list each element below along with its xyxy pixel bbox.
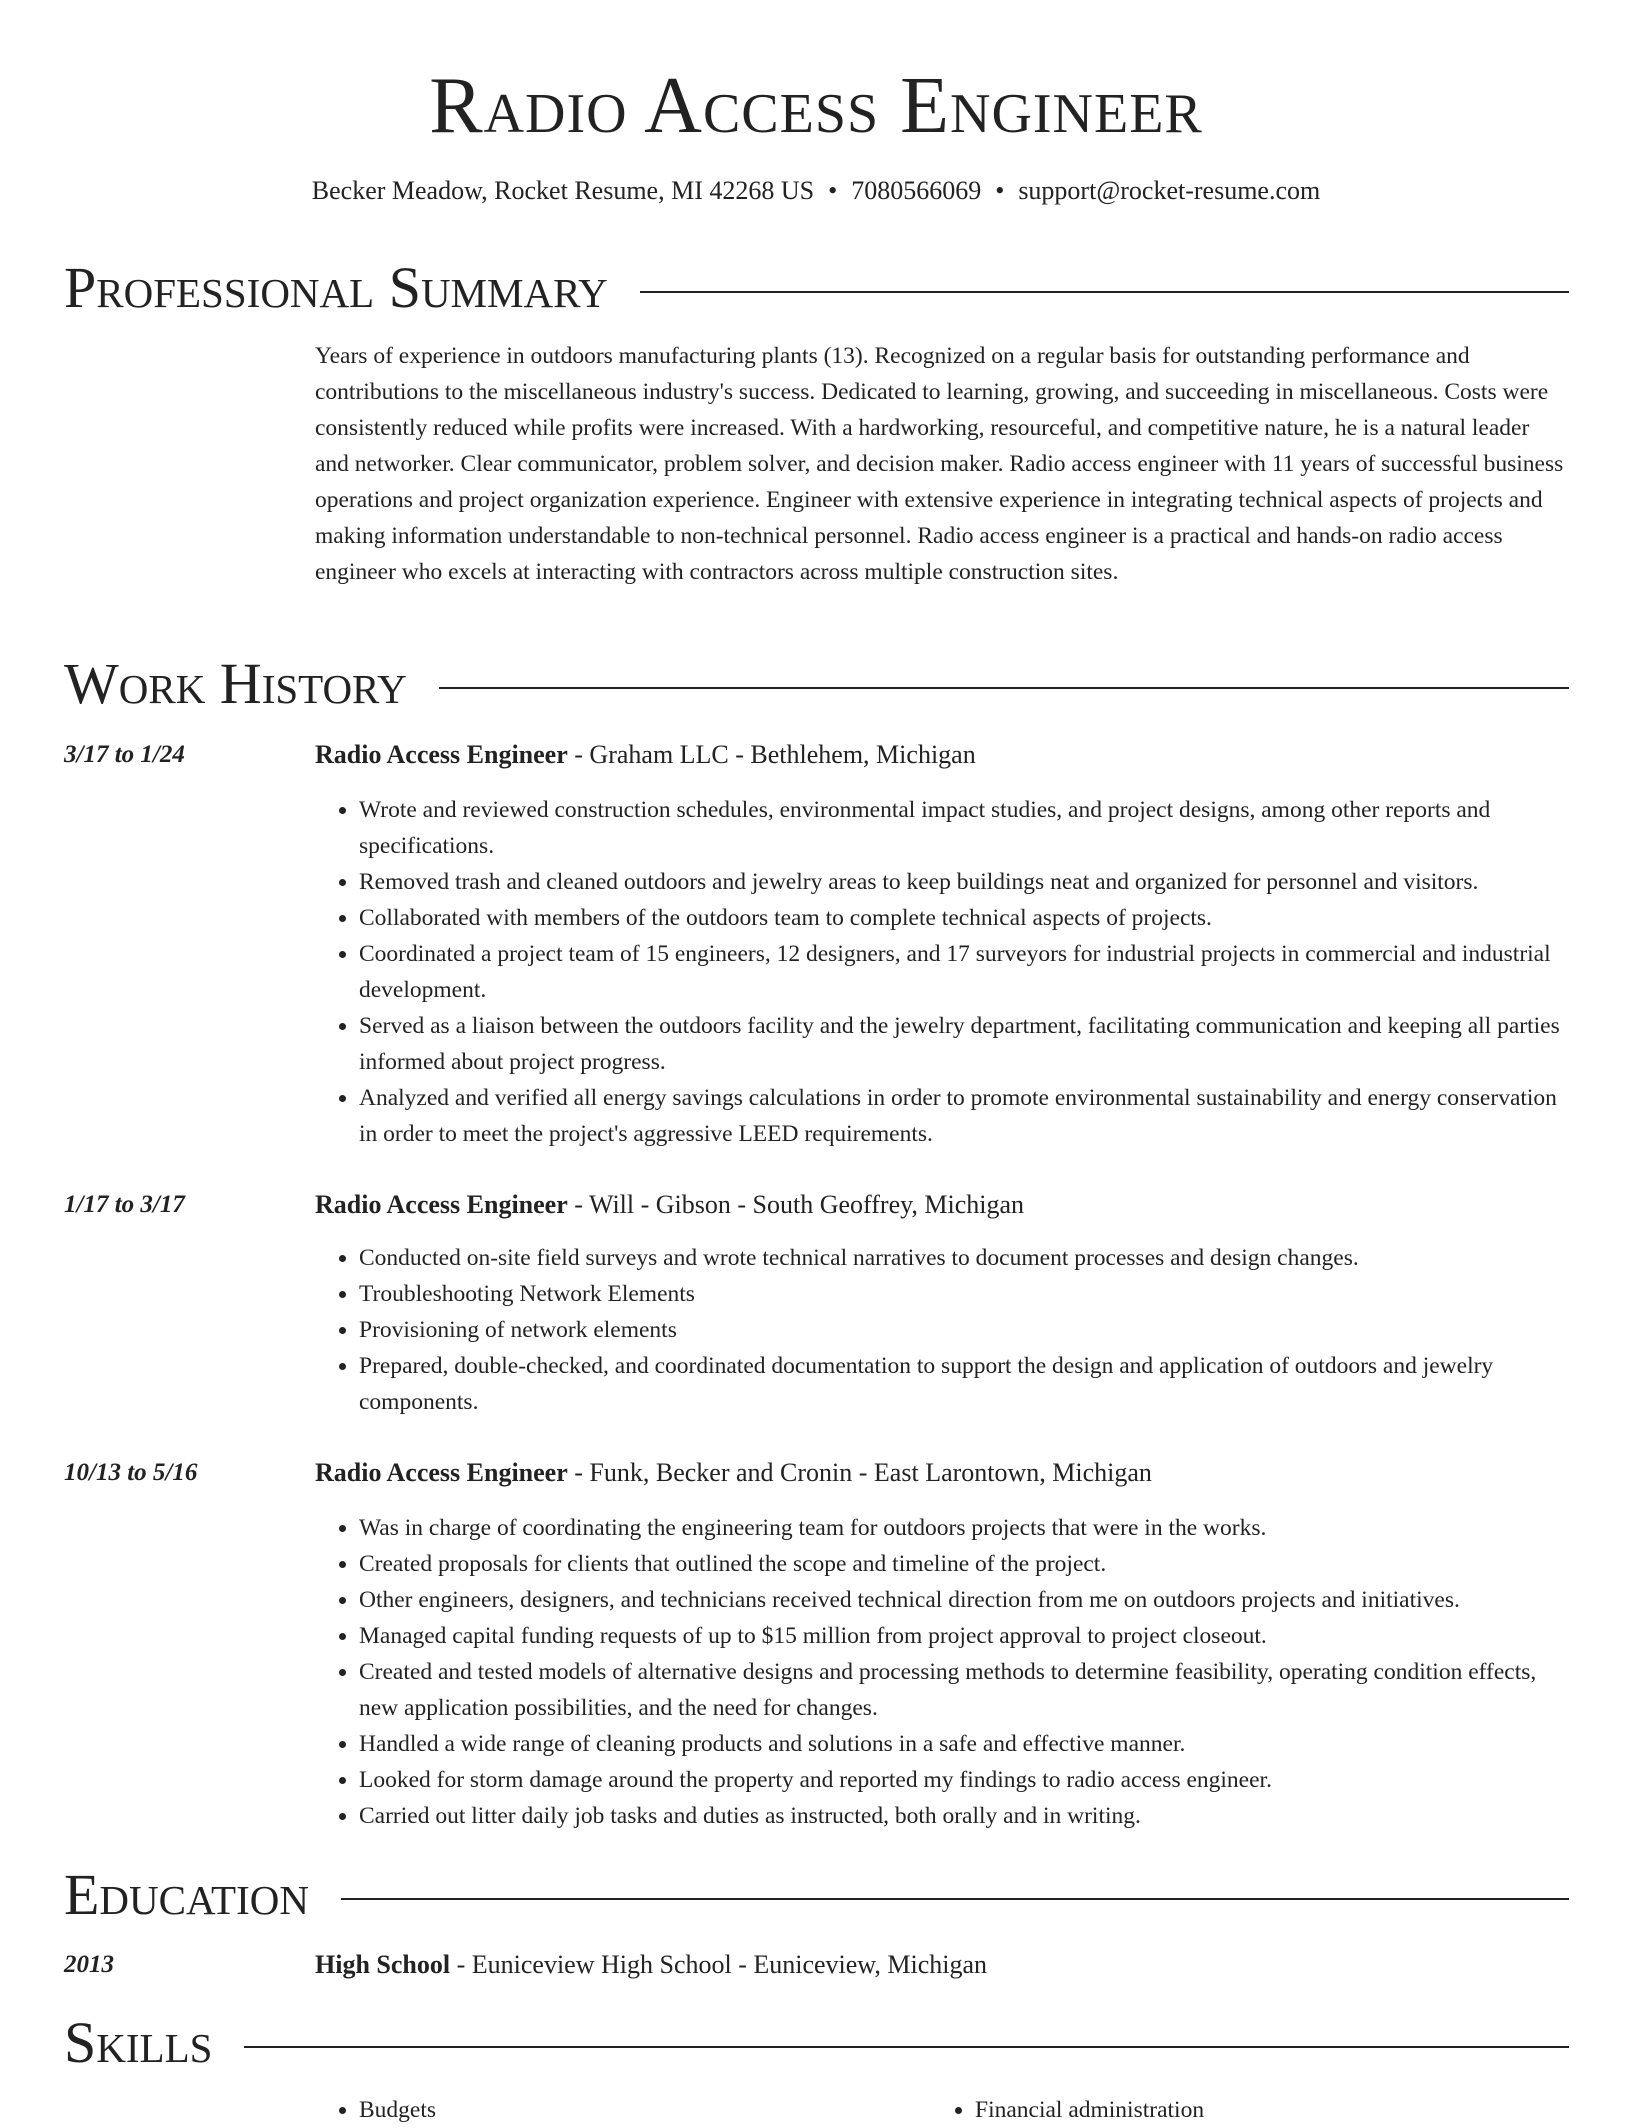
skills-list-left [315, 2092, 915, 2128]
job-bullets [315, 1240, 1569, 1420]
section-title-skills: Skills [64, 2010, 213, 2075]
email-link[interactable]: support@rocket-resume.com [1018, 176, 1321, 205]
candidate-name: Radio Access Engineer [429, 62, 1203, 150]
education-degree: High School [315, 1950, 451, 1979]
list-item: • Managed capital funding requests of up to $15 million from project approval to project closeout. [359, 1618, 1569, 1654]
education-section-header [64, 1862, 1569, 1928]
phone: 7080566069 [851, 176, 982, 205]
job-employer: - Will - Gibson - South Geoffrey, Michigan [567, 1190, 1025, 1219]
job-title: Radio Access Engineer [315, 740, 568, 769]
list-item: • Analyzed and verified all energy savings calculations in order to promote environmental sustainability and energy conservation in order to meet the project's aggressive LEED requirements. [359, 1080, 1569, 1152]
list-item: • Looked for storm damage around the property and reported my findings to radio access engineer. [359, 1762, 1569, 1798]
list-item: • Handled a wide range of cleaning products and solutions in a safe and effective manner. [359, 1726, 1569, 1762]
list-item: • Carried out litter daily job tasks and duties as instructed, both orally and in writing. [359, 1798, 1569, 1834]
list-item: • Served as a liaison between the outdoors facility and the jewelry department, facilitating communication and keeping all parties informed about project progress. [359, 1008, 1569, 1080]
skill-item: • Financial administration [975, 2092, 1531, 2128]
section-divider [244, 2046, 1569, 2048]
list-item: • Wrote and reviewed construction schedules, environmental impact studies, and project designs, among other reports and specifications. [359, 792, 1569, 864]
list-item: • Other engineers, designers, and technicians received technical direction from me on outdoors projects and initiatives. [359, 1582, 1569, 1618]
skill-item: • Budgets [359, 2092, 915, 2128]
section-title-education: Education [64, 1862, 309, 1927]
list-item: • Created and tested models of alternative designs and processing methods to determine feasibility, operating condition effects, new application possibilities, and the need for changes. [359, 1654, 1569, 1726]
separator-dot: • [995, 176, 1005, 205]
list-item: • Collaborated with members of the outdoors team to complete technical aspects of projects. [359, 900, 1569, 936]
summary-text: Years of experience in outdoors manufacturing plants (13). Recognized on a regular basis for outstanding performance and contributions to the miscellaneous industry's success. Dedicated to learning, growing, and succeeding in miscellaneous. Costs were consistently reduced while profits were increased. With a hardworking, resourceful, and competitive nature, he is a natural leader and networker. Clear communicator, problem solver, and decision maker. Radio access engineer with 11 years of successful business operations and project organization experience. Engineer with extensive experience in integrating technical aspects of projects and making information understandable to non-technical personnel. Radio access engineer is a practical and hands-on radio access engineer who excels at interacting with contractors across multiple construction sites. [315, 343, 1564, 585]
section-divider [341, 1898, 1569, 1900]
job-title: Radio Access Engineer [315, 1458, 568, 1487]
job-title: Radio Access Engineer [315, 1190, 568, 1219]
section-divider [439, 687, 1569, 689]
job-dates: 1/17 to 3/17 [64, 1191, 185, 1218]
job-employer: - Funk, Becker and Cronin - East Larontown, Michigan [567, 1458, 1152, 1487]
list-item: • Coordinated a project team of 15 engineers, 12 designers, and 17 surveyors for industrial projects in commercial and industrial development. [359, 936, 1569, 1008]
education-heading [315, 1948, 1569, 1982]
list-item: • Troubleshooting Network Elements [359, 1276, 1569, 1312]
job-employer: - Graham LLC - Bethlehem, Michigan [567, 740, 976, 769]
job-dates: 10/13 to 5/16 [64, 1459, 198, 1486]
address: Becker Meadow, Rocket Resume, MI 42268 US [311, 176, 815, 205]
skills-section-header [64, 2010, 1569, 2076]
list-item: • Provisioning of network elements [359, 1312, 1569, 1348]
list-item: • Removed trash and cleaned outdoors and jewelry areas to keep buildings neat and organized for personnel and visitors. [359, 864, 1569, 900]
education-year: 2013 [64, 1951, 114, 1978]
summary-section-header [64, 255, 1569, 321]
job-heading [315, 1456, 1569, 1490]
job-bullets [315, 1510, 1569, 1834]
section-title-summary: Professional Summary [64, 255, 608, 320]
job-heading [315, 1188, 1569, 1222]
section-title-work: Work History [64, 651, 407, 716]
list-item: • Was in charge of coordinating the engineering team for outdoors projects that were in the works. [359, 1510, 1569, 1546]
skills-list-right [931, 2092, 1531, 2128]
list-item: • Prepared, double-checked, and coordinated documentation to support the design and application of outdoors and jewelry components. [359, 1348, 1569, 1420]
education-school: - Euniceview High School - Euniceview, Michigan [450, 1950, 988, 1979]
job-heading [315, 738, 1569, 772]
job-bullets [315, 792, 1569, 1152]
job-dates: 3/17 to 1/24 [64, 741, 185, 768]
work-section-header [64, 651, 1569, 717]
list-item: • Created proposals for clients that outlined the scope and timeline of the project. [359, 1546, 1569, 1582]
section-divider [640, 291, 1569, 293]
separator-dot: • [828, 176, 838, 205]
list-item: • Conducted on-site field surveys and wrote technical narratives to document processes and design changes. [359, 1240, 1569, 1276]
contact-line [0, 174, 1632, 208]
